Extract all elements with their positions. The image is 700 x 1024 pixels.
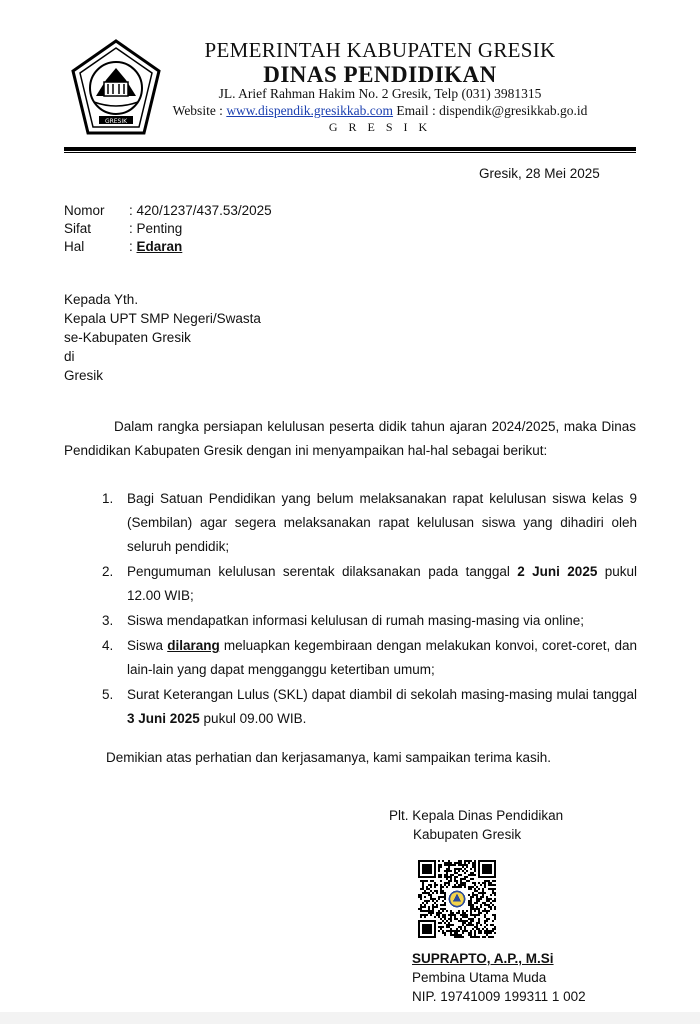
list-item-number: 4.	[102, 638, 114, 653]
government-name: PEMERINTAH KABUPATEN GRESIK	[204, 38, 556, 62]
list-item-text-post: pukul 09.00 WIB.	[199, 711, 307, 726]
list-item-text-pre: Pengumuman kelulusan serentak dilaksanakan pada tanggal	[127, 564, 518, 579]
list-item-text-pre: Siswa	[127, 638, 168, 653]
recipient-line-4: di	[64, 349, 75, 364]
address-line: JL. Arief Rahman Hakim No. 2 Gresik, Telp (031) 3981315	[218, 86, 542, 101]
list-item-emphasis: 2 Juni 2025	[517, 564, 598, 579]
ref-label-sifat: Sifat	[64, 221, 92, 236]
recipient-line-1: Kepada Yth.	[64, 292, 139, 307]
list-item-number: 1.	[102, 491, 114, 506]
signatory-rank: Pembina Utama Muda	[412, 970, 547, 985]
list-item	[102, 609, 637, 633]
signatory-office: Kabupaten Gresik	[413, 827, 522, 842]
ref-value-sifat: : Penting	[129, 221, 183, 236]
ref-value-nomor: : 420/1237/437.53/2025	[129, 203, 272, 218]
signatory-role: Plt. Kepala Dinas Pendidikan	[389, 808, 564, 823]
list-item	[102, 487, 637, 559]
list-item	[102, 634, 637, 682]
town-name: G R E S I K	[328, 120, 432, 134]
ref-value-hal-prefix: :	[129, 239, 137, 254]
list-item-text-pre: Surat Keterangan Lulus (SKL) dapat diambil di sekolah masing-masing mulai tanggal	[127, 687, 637, 702]
list-item-text: Siswa mendapatkan informasi kelulusan di rumah masing-masing via online;	[127, 613, 584, 628]
ref-value-hal	[129, 239, 182, 254]
recipient-line-2: Kepala UPT SMP Negeri/Swasta	[64, 311, 261, 326]
letter-date: Gresik, 28 Mei 2025	[479, 166, 600, 181]
list-item-emphasis: dilarang	[167, 638, 220, 653]
recipient-line-3: se-Kabupaten Gresik	[64, 330, 191, 345]
list-item-emphasis: 3 Juni 2025	[127, 711, 200, 726]
announcement-list	[102, 487, 637, 732]
intro-paragraph: Dalam rangka persiapan kelulusan peserta didik tahun ajaran 2024/2025, maka Dinas Pendidikan Kabupaten Gresik dengan ini menyampaikan hal-hal sebagai berikut:	[64, 419, 636, 458]
list-item-text-post: meluapkan kegembiraan dengan melakukan konvoi, coret-coret, dan lain-lain yang dapat mengganggu ketertiban umum;	[127, 638, 638, 677]
ref-label-nomor: Nomor	[64, 203, 105, 218]
list-item-number: 3.	[102, 613, 114, 628]
list-item-number: 5.	[102, 687, 114, 702]
qr-code-signature	[416, 858, 498, 940]
ref-label-hal: Hal	[64, 239, 85, 254]
signatory-nip: NIP. 19741009 199311 1 002	[412, 989, 586, 1004]
signatory-name: SUPRAPTO, A.P., M.Si	[412, 951, 554, 966]
letterhead-divider-thick	[64, 147, 636, 151]
list-item-text-post: pukul 12.00 WIB;	[127, 564, 637, 603]
department-name: DINAS PENDIDIKAN	[263, 62, 497, 87]
letterhead-divider-thin	[64, 152, 636, 153]
recipient-line-5: Gresik	[64, 368, 104, 383]
contact-line	[130, 103, 630, 119]
ref-value-hal-subject: Edaran	[136, 239, 183, 254]
page-bottom-edge	[0, 1012, 700, 1024]
list-item-number: 2.	[102, 564, 114, 579]
list-item-text: Bagi Satuan Pendidikan yang belum melaksanakan rapat kelulusan siswa kelas 9 (Sembilan) agar segera melaksanakan rapat kelulusan siswa yang dihadiri oleh seluruh pendidik;	[127, 491, 637, 554]
website-link[interactable]: www.dispendik.gresikkab.com	[226, 103, 394, 118]
website-label: Website :	[172, 103, 223, 118]
email-text: Email : dispendik@gresikkab.go.id	[396, 103, 588, 118]
logo-text: GRESIK	[104, 118, 128, 125]
list-item	[102, 560, 637, 608]
list-item	[102, 683, 637, 731]
closing-sentence: Demikian atas perhatian dan kerjasamanya, kami sampaikan terima kasih.	[106, 750, 551, 765]
